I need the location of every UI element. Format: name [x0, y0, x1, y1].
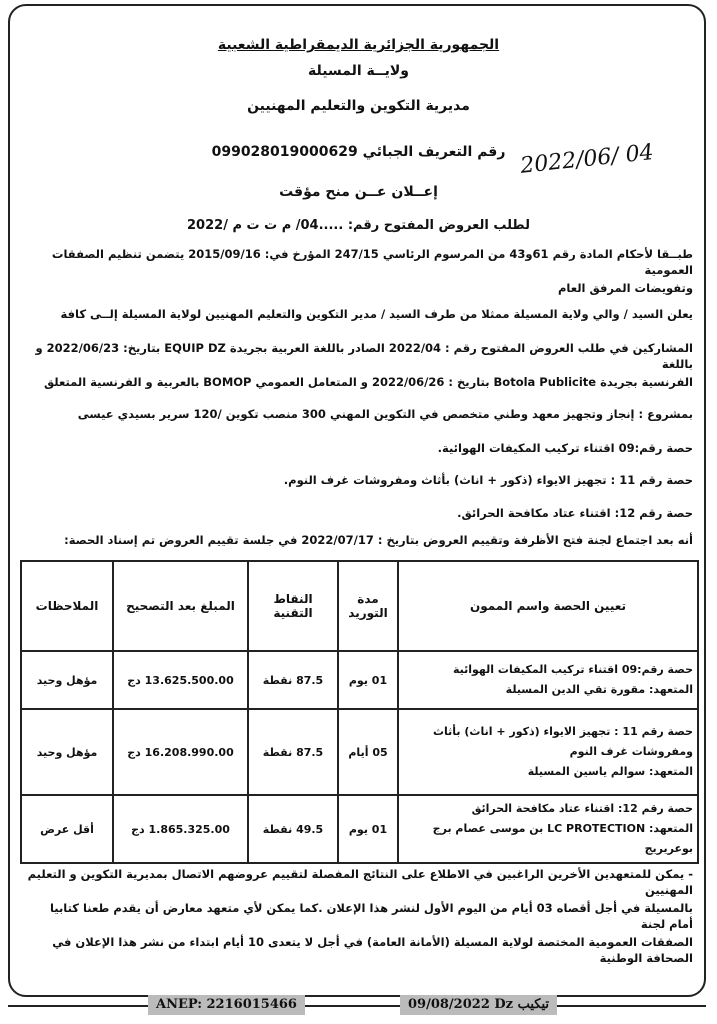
body-line: حصة رقم 12: اقتناء عتاد مكافحة الحرائق.: [457, 506, 693, 520]
amount: 1.865.325.00 دج: [113, 795, 248, 863]
technical-points: 87.5 نقطة: [248, 651, 338, 709]
table-header-row: [21, 561, 698, 651]
note: مؤهل وحيد: [21, 651, 113, 709]
body-line: حصة رقم 11 : تجهيز الايواء (ذكور + اناث) بأثاث ومفروشات غرف النوم.: [283, 473, 693, 487]
body-line: طبــقا لأحكام المادة رقم 61و43 من المرسوم الرئاسي 247/15 المؤرخ في: 2015/09/16 يتضمن تنظيم الصفقات العمومية: [51, 247, 693, 277]
anep-reference: ANEP: 2216015466: [148, 995, 305, 1015]
lot-name: حصة رقم 12: اقتناء عتاد مكافحة الحرائق: [471, 802, 693, 815]
amount: 13.625.500.00 دج: [113, 651, 248, 709]
award-table: [20, 560, 699, 864]
bidder-name: المتعهد: LC PROTECTION بن موسى عصام برج بوعريريج: [432, 822, 693, 855]
column-header: المبلغ بعد التصحيح: [113, 561, 248, 651]
column-header: النقاط التقنية: [248, 561, 338, 651]
body-line: حصة رقم:09 اقتناء تركيب المكيفات الهوائية.: [437, 441, 693, 455]
wilaya-heading: ولايــة المسيلة: [308, 63, 409, 79]
column-header: الملاحظات: [21, 561, 113, 651]
column-header: تعيين الحصة واسم الممون: [398, 561, 698, 651]
duration: 01 يوم: [338, 651, 398, 709]
bidder-name: المتعهد: سوالم ياسين المسيلة: [527, 765, 693, 778]
table-row: [21, 709, 698, 795]
tender-reference: لطلب العروض المفتوح رقم: .....04/ م ت ت م /2022: [187, 218, 530, 233]
note: أقل عرض: [21, 795, 113, 863]
body-line: يعلن السيد / والي ولاية المسيلة ممثلا من طرف السيد / مدير التكوين والتعليم المهنيين لولاية المسيلة إلــى كافة: [60, 307, 693, 321]
body-line: المشاركين في طلب العروض المفتوح رقم : 2022/04 الصادر باللغة العربية بجريدة EQUIP DZ بتاريخ: 2022/06/23 و باللغة: [35, 341, 693, 371]
technical-points: 87.5 نقطة: [248, 709, 338, 795]
body-line: أنه بعد اجتماع لجنة فتح الأظرفة وتقييم العروض بتاريخ : 2022/07/17 في جلسة تقييم العروض تم إسناد الحصة:: [64, 533, 693, 547]
body-line: بمشروع : إنجاز وتجهيز معهد وطني متخصص في التكوين المهني 300 منصب تكوين /120 سرير بسيدي عيسى: [77, 407, 693, 421]
note: مؤهل وحيد: [21, 709, 113, 795]
table-row: [21, 651, 698, 709]
lot-name: حصة رقم 11 : تجهيز الايواء (ذكور + اناث) بأثاث ومفروشات غرف النوم: [432, 725, 693, 758]
body-line: وتفويضات المرفق العام: [557, 281, 693, 295]
closing-line: الصفقات العمومية المختصة لولاية المسيلة (الأمانة العامة) في أجل لا يتعدى 10 أيام ابتداء من نشر هذا الإعلان في الصحافة الوطنية: [52, 935, 693, 965]
amount: 16.208.990.00 دج: [113, 709, 248, 795]
republic-heading: الجمهورية الجزائرية الديمقراطية الشعبية: [217, 37, 500, 53]
handwritten-date: 2022/06/ 04: [519, 139, 655, 179]
footer-rule: [8, 1005, 706, 1007]
bidder-name: المتعهد: مقورة تقي الدين المسيلة: [505, 683, 693, 696]
tax-id: رقم التعريف الجبائي 099028019000629: [211, 144, 506, 160]
closing-line: بالمسيلة في أجل أقصاه 03 أيام من اليوم الأول لنشر هذا الإعلان .كما يمكن لأي متعهد معارض أن يقدم طعنا كتابيا أمام لجنة: [49, 901, 693, 931]
directorate-heading: مديرية التكوين والتعليم المهنيين: [247, 98, 470, 114]
column-header: مدة التوريد: [338, 561, 398, 651]
technical-points: 49.5 نقطة: [248, 795, 338, 863]
table-row: [21, 795, 698, 863]
closing-line: - يمكن للمتعهدين الأخرين الراغبين في الاطلاع على النتائج المفصلة لتقييم عروضهم الاتصال بمديرية التكوين و التعليم المهنيين: [27, 867, 693, 897]
body-line: الفرنسية بجريدة Botola Publicite بتاريخ : 2022/06/26 و المتعامل العمومي BOMOP بالعربية و الفرنسية المتعلق: [43, 375, 693, 389]
duration: 01 يوم: [338, 795, 398, 863]
publication-date: 09/08/2022 Dz تيكيب: [400, 995, 557, 1015]
duration: 05 أيام: [338, 709, 398, 795]
notice-title: إعــلان عــن منح مؤقت: [279, 184, 438, 200]
lot-name: حصة رقم:09 اقتناء تركيب المكيفات الهوائية: [452, 663, 693, 676]
